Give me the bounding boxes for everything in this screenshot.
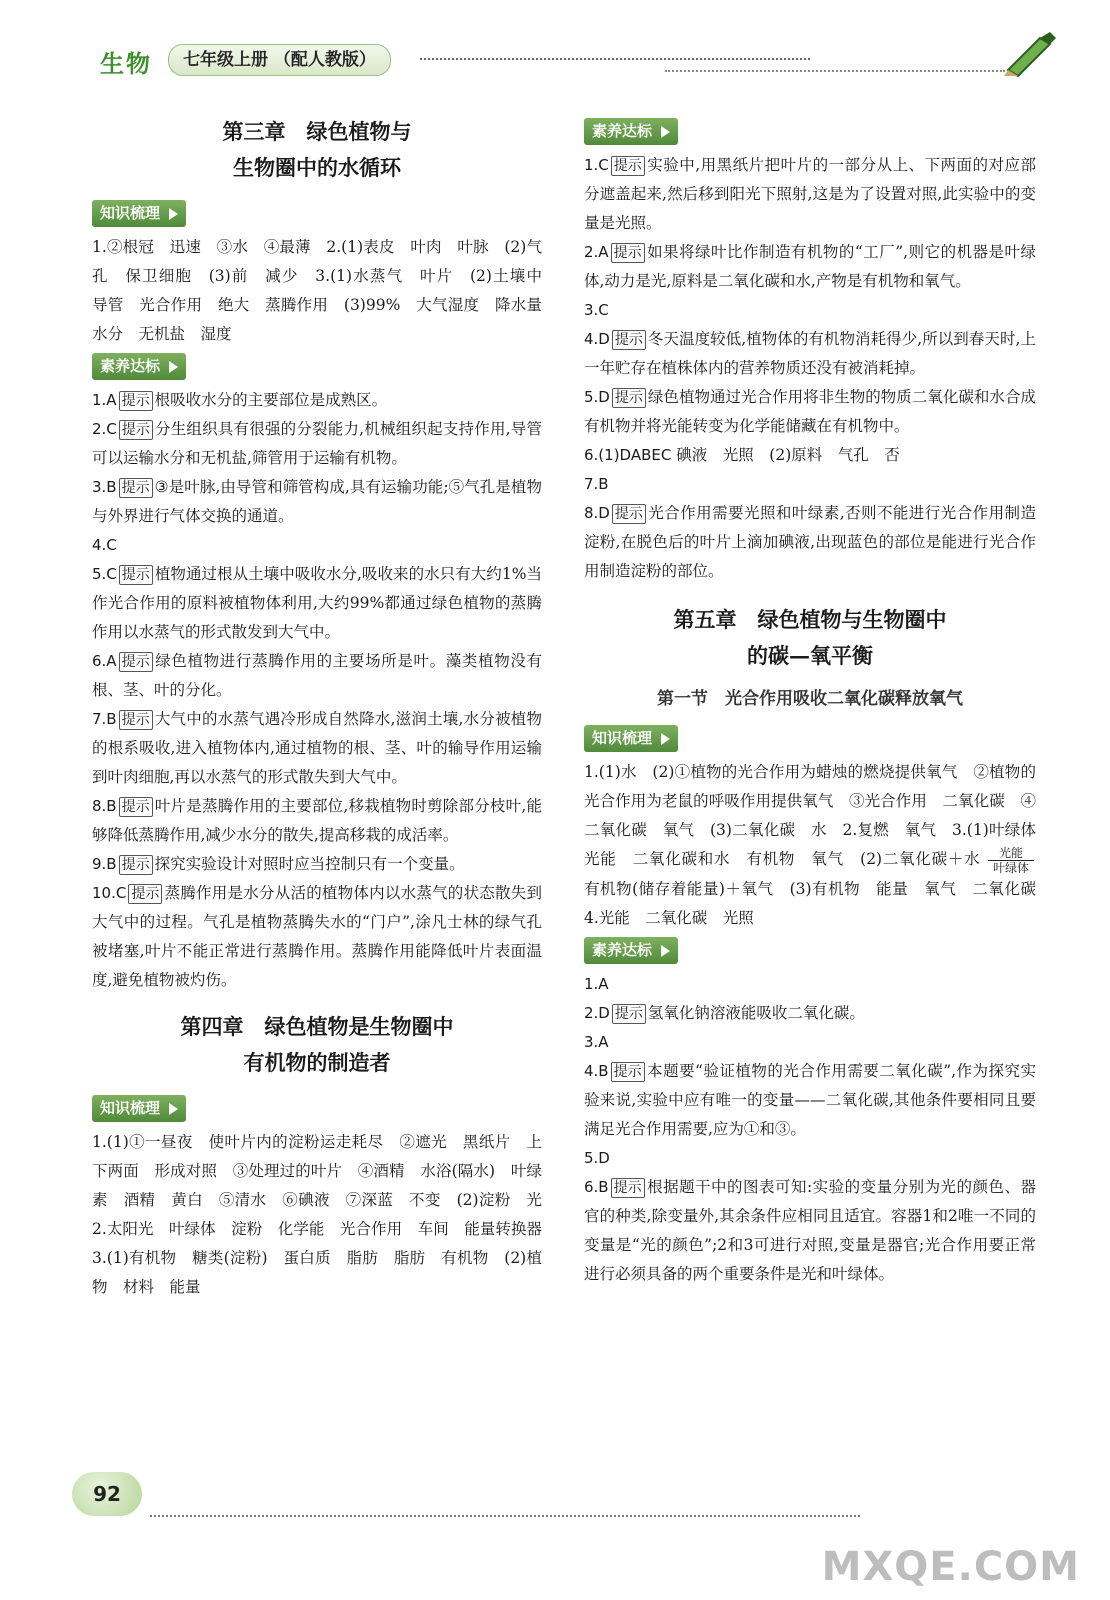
answer-item: [92, 647, 542, 705]
grade-label: 七年级上册 （配人教版）: [168, 44, 391, 76]
page-header: [0, 0, 1110, 90]
hint-badge: 提示: [119, 652, 153, 672]
chapter5-title: [584, 602, 1036, 674]
arrow-line-icon: [988, 860, 1034, 861]
watermark-logo: MXQE.COM: [821, 1544, 1080, 1590]
answer-number: 5.D: [584, 1148, 610, 1167]
answer-number: 8.B: [92, 797, 117, 815]
answer-explanation: 碘液 光照 (2)原料 气孔 否: [676, 446, 900, 464]
answer-number: 4.C: [92, 536, 117, 554]
section-tag-practice-2: 素养达标: [584, 937, 678, 964]
hint-badge: 提示: [119, 420, 153, 440]
answer-item: [584, 970, 1036, 999]
answer-explanation: 绿色植物通过光合作用将非生物的物质二氧化碳和水合成有机物并将光能转变为化学能储藏在有机物中。: [584, 388, 1036, 435]
answer-explanation: 如果将绿叶比作制造有机物的“工厂”,则它的机器是叶绿体,动力是光,原料是二氧化碳和水,产物是有机物和氧气。: [584, 243, 1036, 290]
answer-item: [92, 415, 542, 473]
hint-badge: 提示: [612, 388, 646, 408]
hint-badge: 提示: [611, 1062, 645, 1082]
practice-list: [584, 151, 1036, 586]
answer-item: [92, 792, 542, 850]
hint-badge: 提示: [611, 1178, 645, 1198]
answer-explanation: 绿色植物进行蒸腾作用的主要场所是叶。藻类植物没有根、茎、叶的分化。: [92, 652, 542, 699]
answer-explanation: 蒸腾作用是水分从活的植物体内以水蒸气的状态散失到大气中的过程。气孔是植物蒸腾失水的“门户”,涂凡士林的绿气孔被堵塞,叶片不能正常进行蒸腾作用。蒸腾作用能降低叶片表面温度,避免植物被灼伤。: [92, 884, 542, 989]
answer-explanation: 叶片是蒸腾作用的主要部位,移栽植物时剪除部分枝叶,能够降低蒸腾作用,减少水分的散失,提高移栽的成活率。: [92, 797, 542, 844]
answer-explanation: 植物通过根从土壤中吸收水分,吸收来的水只有大约1%当作光合作用的原料被植物体利用,大约99%都通过绿色植物的蒸腾作用以水蒸气的形式散发到大气中。: [92, 565, 542, 641]
hint-badge: 提示: [612, 504, 646, 524]
chapter4-title: [92, 1009, 542, 1081]
hint-badge: 提示: [611, 243, 645, 263]
hint-badge: 提示: [612, 1004, 646, 1024]
chapter5-title-line1: 第五章 绿色植物与生物圈中: [673, 607, 947, 632]
answer-item: [92, 473, 542, 531]
section-tag-review: 知识梳理: [584, 725, 678, 752]
chapter4-title-line1: 第四章 绿色植物是生物圈中: [180, 1014, 454, 1039]
pen-icon: [1000, 30, 1060, 78]
chapter5-title-line2: 的碳—氧平衡: [747, 643, 873, 668]
answer-item: [584, 296, 1036, 325]
answer-explanation: 分生组织具有很强的分裂能力,机械组织起支持作用,导管可以运输水分和无机盐,筛管用于运输有机物。: [92, 420, 542, 467]
header-divider: [420, 58, 810, 60]
arrow-condition-top: 光能: [998, 845, 1023, 860]
hint-badge: 提示: [119, 565, 153, 585]
answer-item: [92, 386, 542, 415]
practice-list-2: [584, 970, 1036, 1289]
hint-badge: 提示: [119, 855, 153, 875]
answer-item: [584, 151, 1036, 238]
answer-explanation: 本题要“验证植物的光合作用需要二氧化碳”,作为探究实验来说,实验中应有唯一的变量——二氧化碳,其他条件要相同且要满足光合作用需要,应为①和③。: [584, 1061, 1036, 1138]
answer-number: 2.C: [92, 420, 117, 438]
hint-badge: 提示: [611, 156, 645, 176]
answer-number: 2.A: [584, 243, 609, 261]
left-column: [92, 110, 558, 1302]
answer-number: 8.D: [584, 504, 610, 522]
review-text-2: 1.(1)①一昼夜 使叶片内的淀粉运走耗尽 ②遮光 黑纸片 上下两面 形成对照 ③处理过的叶片 ④酒精 水浴(隔水) 叶绿素 酒精 黄白 ⑤清水 ⑥碘液 ⑦深蓝 不变 (2)淀粉 光 2.太阳光 叶绿体 淀粉 化学能 光合作用 车间 能量转换器 3.(1)有机物 糖类(淀粉) 蛋白质 脂肪 脂肪 有机物 (2)植物 材料 能量: [92, 1133, 558, 1296]
answer-number: 3.B: [92, 478, 117, 496]
answer-explanation: ③是叶脉,由导管和筛管构成,具有运输功能;⑤气孔是植物与外界进行气体交换的通道。: [92, 478, 542, 525]
answer-explanation: 氢氧化钠溶液能吸收二氧化碳。: [647, 1003, 865, 1022]
answer-item: [92, 531, 542, 560]
answer-number: 3.C: [584, 301, 609, 319]
chapter3-title: [92, 114, 542, 186]
answer-number: 6.B: [584, 1177, 609, 1196]
answer-number: 7.B: [92, 710, 117, 728]
footer-divider: [150, 1515, 860, 1517]
review-text-part2: 有机物(储存着能量)＋氧气 (3)有机物 能量 氧气 二氧化碳 4.光能 二氧化碳 光照: [584, 879, 1052, 927]
answer-item: [584, 238, 1036, 296]
answer-item: [584, 325, 1036, 383]
answer-item: [584, 499, 1036, 586]
answer-item: [584, 999, 1036, 1028]
hint-badge: 提示: [612, 330, 646, 350]
answer-explanation: 冬天温度较低,植物体的有机物消耗得少,所以到春天时,上一年贮存在植株体内的营养物质还没有被消耗掉。: [584, 330, 1036, 377]
answer-number: 5.C: [92, 565, 117, 583]
answer-item: [584, 441, 1036, 470]
answer-number: 2.D: [584, 1003, 610, 1022]
answer-explanation: 实验中,用黑纸片把叶片的一部分从上、下两面的对应部分遮盖起来,然后移到阳光下照射,这是为了设置对照,此实验中的变量是光照。: [584, 156, 1036, 232]
practice-list: [92, 386, 542, 995]
header-divider-2: [665, 70, 1005, 72]
section1-title: 第一节 光合作用吸收二氧化碳释放氧气: [657, 689, 963, 709]
page-number: 92: [72, 1472, 142, 1516]
answer-item: [584, 470, 1036, 499]
answer-explanation: 根据题干中的图表可知:实验的变量分别为光的颜色、器官的种类,除变量外,其余条件应相同且适宜。容器1和2唯一不同的变量是“光的颜色”;2和3可进行对照,变量是器官;光合作用要正常进行必须具备的两个重要条件是光和叶绿体。: [584, 1177, 1036, 1283]
review-text-part1: 1.(1)水 (2)①植物的光合作用为蜡烛的燃烧提供氧气 ②植物的光合作用为老鼠的呼吸作用提供氧气 ③光合作用 二氧化碳 ④二氧化碳 氧气 (3)二氧化碳 水 2.复燃 氧气 3.(1)叶绿体 光能 二氧化碳和水 有机物 氧气 (2)二氧化碳＋水: [584, 763, 1052, 868]
answer-explanation: 探究实验设计对照时应当控制只有一个变量。: [154, 855, 465, 873]
review-text: [584, 758, 1052, 933]
right-column: [584, 110, 1052, 1289]
hint-badge: 提示: [128, 884, 162, 904]
section-tag-practice: 素养达标: [92, 353, 186, 380]
answer-number: 1.A: [92, 391, 117, 409]
answer-number: 5.D: [584, 388, 610, 406]
answer-number: 1.C: [584, 156, 609, 174]
reaction-arrow: [988, 846, 1034, 875]
answer-item: [584, 1028, 1036, 1057]
answer-item: [92, 560, 542, 647]
section-tag-review-2: 知识梳理: [92, 1095, 186, 1122]
answer-item: [92, 850, 542, 879]
subject-label: 生物: [100, 50, 152, 78]
chapter4-title-line2: 有机物的制造者: [243, 1050, 391, 1075]
answer-explanation: 根吸收水分的主要部位是成熟区。: [154, 391, 388, 409]
answer-number: 6.A: [92, 652, 117, 670]
section-tag-review: 知识梳理: [92, 200, 186, 227]
answer-item: [584, 1144, 1036, 1173]
answer-number: 1.A: [584, 974, 609, 993]
answer-item: [584, 1173, 1036, 1289]
hint-badge: 提示: [119, 710, 153, 730]
review-text: 1.②根冠 迅速 ③水 ④最薄 2.(1)表皮 叶肉 叶脉 (2)气孔 保卫细胞 (3)前 减少 3.(1)水蒸气 叶片 (2)土壤中 导管 光合作用 绝大 蒸腾作用 (3)99% 大气湿度 降水量 水分 无机盐 湿度: [92, 238, 558, 343]
chapter3-title-line2: 生物圈中的水循环: [233, 155, 401, 180]
answer-number: 3.A: [584, 1032, 609, 1051]
chapter3-title-line1: 第三章 绿色植物与: [222, 119, 412, 144]
hint-badge: 提示: [119, 391, 153, 411]
answer-item: [92, 879, 542, 995]
hint-badge: 提示: [119, 797, 153, 817]
answer-item: [92, 705, 542, 792]
answer-number: 6.(1)DABEC: [584, 446, 672, 464]
section-tag-practice: 素养达标: [584, 118, 678, 145]
answer-number: 10.C: [92, 884, 127, 902]
answer-number: 4.B: [584, 1061, 609, 1080]
answer-explanation: 大气中的水蒸气遇冷形成自然降水,滋润土壤,水分被植物的根系吸收,进入植物体内,通过植物的根、茎、叶的输导作用运输到叶肉细胞,再以水蒸气的形式散失到大气中。: [92, 710, 542, 786]
hint-badge: 提示: [119, 478, 153, 498]
answer-number: 9.B: [92, 855, 117, 873]
answer-number: 4.D: [584, 330, 610, 348]
arrow-condition-bottom: 叶绿体: [992, 860, 1029, 875]
answer-item: [584, 1057, 1036, 1144]
answer-number: 7.B: [584, 475, 609, 493]
answer-item: [584, 383, 1036, 441]
answer-explanation: 光合作用需要光照和叶绿素,否则不能进行光合作用制造淀粉,在脱色后的叶片上滴加碘液,出现蓝色的部位是能进行光合作用制造淀粉的部位。: [584, 504, 1036, 580]
